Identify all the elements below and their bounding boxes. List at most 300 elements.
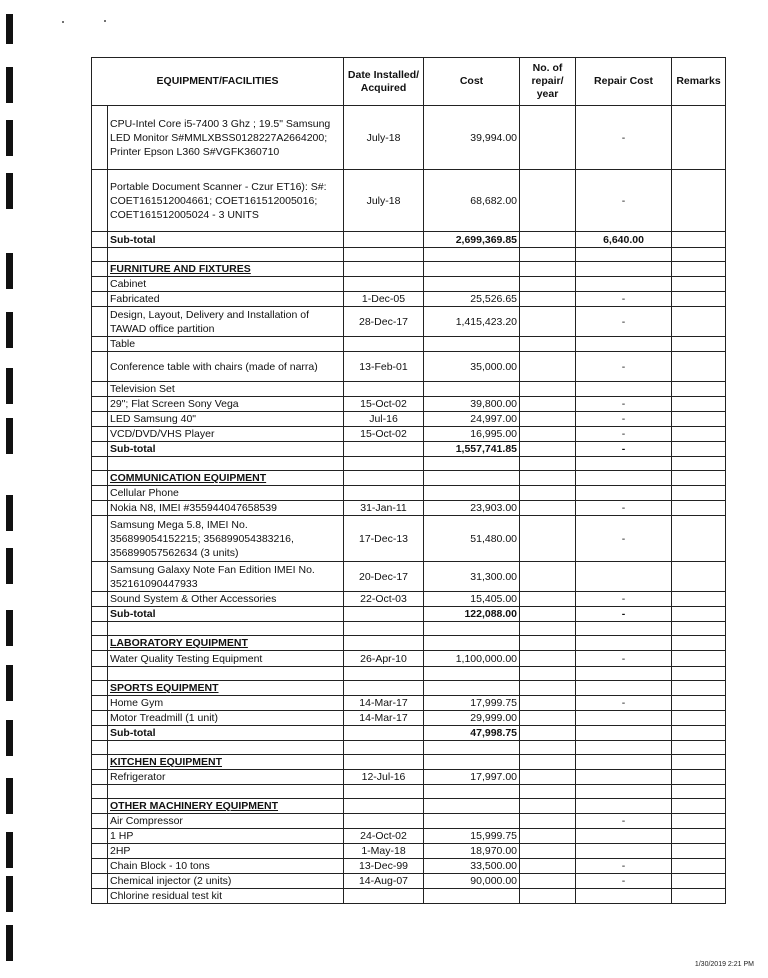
- lead-cell: [92, 307, 108, 337]
- remarks-cell: [672, 232, 726, 248]
- remarks-cell: [672, 874, 726, 889]
- cost-cell: [424, 799, 520, 814]
- item-description: Home Gym: [108, 696, 344, 711]
- lead-cell: [92, 799, 108, 814]
- table-row: [92, 427, 726, 442]
- item-description: CPU-Intel Core i5-7400 3 Ghz ; 19.5" Samsung LED Monitor S#MMLXBSS0128227A2664200; Printer Epson L360 S#VGFK360710: [108, 106, 344, 170]
- table-row: [92, 337, 726, 352]
- date-cell: 31-Jan-11: [344, 501, 424, 516]
- lead-cell: [92, 785, 108, 799]
- remarks-cell: [672, 592, 726, 607]
- lead-cell: [92, 382, 108, 397]
- repairs-cell: [520, 232, 576, 248]
- date-cell: [344, 741, 424, 755]
- binder-mark: [6, 876, 13, 912]
- lead-cell: [92, 711, 108, 726]
- table-row: [92, 814, 726, 829]
- repairs-cell: [520, 799, 576, 814]
- date-cell: [344, 667, 424, 681]
- repairs-cell: [520, 248, 576, 262]
- lead-cell: [92, 106, 108, 170]
- header-equipment: EQUIPMENT/FACILITIES: [92, 58, 344, 106]
- lead-cell: [92, 412, 108, 427]
- remarks-cell: [672, 770, 726, 785]
- remarks-cell: [672, 829, 726, 844]
- print-timestamp: 1/30/2019 2:21 PM: [694, 961, 754, 968]
- repair-cost-cell: -: [576, 696, 672, 711]
- date-cell: [344, 799, 424, 814]
- lead-cell: [92, 262, 108, 277]
- item-description: Chain Block - 10 tons: [108, 859, 344, 874]
- cost-cell: 51,480.00: [424, 516, 520, 562]
- spacer-row: [92, 667, 726, 681]
- repairs-cell: [520, 457, 576, 471]
- binder-mark: [6, 720, 13, 756]
- equipment-table: [91, 57, 726, 904]
- header-cost: Cost: [424, 58, 520, 106]
- lead-cell: [92, 248, 108, 262]
- lead-cell: [92, 859, 108, 874]
- table-row: [92, 844, 726, 859]
- remarks-cell: [672, 651, 726, 667]
- repair-cost-cell: -: [576, 442, 672, 457]
- repairs-cell: [520, 696, 576, 711]
- repair-cost-cell: -: [576, 651, 672, 667]
- remarks-cell: [672, 681, 726, 696]
- date-cell: [344, 337, 424, 352]
- table-row: [92, 307, 726, 337]
- remarks-cell: [672, 248, 726, 262]
- lead-cell: [92, 651, 108, 667]
- repair-cost-cell: [576, 636, 672, 651]
- remarks-cell: [672, 696, 726, 711]
- remarks-cell: [672, 277, 726, 292]
- lead-cell: [92, 397, 108, 412]
- spacer-row: [92, 741, 726, 755]
- section-row: [92, 471, 726, 486]
- repairs-cell: [520, 562, 576, 592]
- remarks-cell: [672, 844, 726, 859]
- table-row: [92, 277, 726, 292]
- date-cell: [344, 814, 424, 829]
- cost-cell: [424, 681, 520, 696]
- table-row: [92, 711, 726, 726]
- repairs-cell: [520, 814, 576, 829]
- cost-cell: [424, 622, 520, 636]
- cost-cell: 17,997.00: [424, 770, 520, 785]
- section-title: OTHER MACHINERY EQUIPMENT: [108, 799, 344, 814]
- repair-cost-cell: -: [576, 592, 672, 607]
- repairs-cell: [520, 592, 576, 607]
- table-row: [92, 292, 726, 307]
- repairs-cell: [520, 486, 576, 501]
- lead-cell: [92, 636, 108, 651]
- cost-cell: [424, 889, 520, 904]
- repairs-cell: [520, 726, 576, 741]
- header-repair-cost: Repair Cost: [576, 58, 672, 106]
- spacer-row: [92, 248, 726, 262]
- table-row: [92, 516, 726, 562]
- date-cell: [344, 442, 424, 457]
- remarks-cell: [672, 412, 726, 427]
- repair-cost-cell: [576, 844, 672, 859]
- date-cell: [344, 248, 424, 262]
- repair-cost-cell: [576, 457, 672, 471]
- repairs-cell: [520, 636, 576, 651]
- section-title: KITCHEN EQUIPMENT: [108, 755, 344, 770]
- repairs-cell: [520, 262, 576, 277]
- table-row: [92, 486, 726, 501]
- lead-cell: [92, 874, 108, 889]
- lead-cell: [92, 562, 108, 592]
- table-row: [92, 889, 726, 904]
- item-description: Portable Document Scanner - Czur ET16): S#: COET161512004661; COET161512005016; COET161512005024 - 3 UNITS: [108, 170, 344, 232]
- repair-cost-cell: -: [576, 501, 672, 516]
- subtotal-label: Sub-total: [108, 232, 344, 248]
- repair-cost-cell: [576, 711, 672, 726]
- repair-cost-cell: -: [576, 412, 672, 427]
- lead-cell: [92, 471, 108, 486]
- cost-cell: [424, 382, 520, 397]
- repair-cost-cell: [576, 248, 672, 262]
- lead-cell: [92, 516, 108, 562]
- repair-cost-cell: [576, 277, 672, 292]
- repairs-cell: [520, 859, 576, 874]
- table-row: [92, 382, 726, 397]
- repair-cost-cell: [576, 741, 672, 755]
- repair-cost-cell: [576, 262, 672, 277]
- repair-cost-cell: [576, 799, 672, 814]
- cost-cell: [424, 636, 520, 651]
- cost-cell: [424, 741, 520, 755]
- lead-cell: [92, 770, 108, 785]
- repair-cost-cell: [576, 785, 672, 799]
- table-row: [92, 412, 726, 427]
- header-repairs: No. of repair/ year: [520, 58, 576, 106]
- binder-mark: [6, 778, 13, 814]
- item-description: Motor Treadmill (1 unit): [108, 711, 344, 726]
- lead-cell: [92, 337, 108, 352]
- binder-mark: [6, 495, 13, 531]
- remarks-cell: [672, 889, 726, 904]
- table-row: [92, 829, 726, 844]
- repairs-cell: [520, 501, 576, 516]
- subtotal-label: Sub-total: [108, 607, 344, 622]
- binder-mark: [6, 925, 13, 961]
- binder-mark: [6, 253, 13, 289]
- remarks-cell: [672, 382, 726, 397]
- repair-cost-cell: [576, 562, 672, 592]
- repairs-cell: [520, 889, 576, 904]
- item-description: Refrigerator: [108, 770, 344, 785]
- repairs-cell: [520, 382, 576, 397]
- lead-cell: [92, 741, 108, 755]
- repair-cost-cell: -: [576, 874, 672, 889]
- repairs-cell: [520, 471, 576, 486]
- lead-cell: [92, 427, 108, 442]
- date-cell: 22-Oct-03: [344, 592, 424, 607]
- item-description: LED Samsung 40": [108, 412, 344, 427]
- table-row: [92, 501, 726, 516]
- date-cell: 14-Aug-07: [344, 874, 424, 889]
- scan-speck: [62, 21, 64, 23]
- date-cell: [344, 382, 424, 397]
- item-description: [108, 741, 344, 755]
- binder-mark: [6, 418, 13, 454]
- binder-mark: [6, 67, 13, 103]
- date-cell: [344, 636, 424, 651]
- date-cell: 14-Mar-17: [344, 711, 424, 726]
- subtotal-label: Sub-total: [108, 726, 344, 741]
- lead-cell: [92, 607, 108, 622]
- item-description: Sound System & Other Accessories: [108, 592, 344, 607]
- date-cell: [344, 457, 424, 471]
- cost-cell: 16,995.00: [424, 427, 520, 442]
- repairs-cell: [520, 829, 576, 844]
- repair-cost-cell: -: [576, 397, 672, 412]
- date-cell: [344, 681, 424, 696]
- remarks-cell: [672, 755, 726, 770]
- remarks-cell: [672, 292, 726, 307]
- repair-cost-cell: [576, 829, 672, 844]
- binder-mark: [6, 610, 13, 646]
- cost-cell: [424, 814, 520, 829]
- item-description: Samsung Galaxy Note Fan Edition IMEI No. 352161090447933: [108, 562, 344, 592]
- repair-cost-cell: -: [576, 106, 672, 170]
- lead-cell: [92, 696, 108, 711]
- item-description: Television Set: [108, 382, 344, 397]
- table-row: [92, 352, 726, 382]
- item-description: Nokia N8, IMEI #355944047658539: [108, 501, 344, 516]
- item-description: Chlorine residual test kit: [108, 889, 344, 904]
- repair-cost-cell: [576, 889, 672, 904]
- cost-cell: 35,000.00: [424, 352, 520, 382]
- date-cell: [344, 785, 424, 799]
- binder-mark: [6, 14, 13, 44]
- subtotal-row: [92, 232, 726, 248]
- cost-cell: 24,997.00: [424, 412, 520, 427]
- table-row: [92, 170, 726, 232]
- date-cell: 13-Dec-99: [344, 859, 424, 874]
- lead-cell: [92, 755, 108, 770]
- subtotal-row: [92, 607, 726, 622]
- spacer-row: [92, 622, 726, 636]
- repair-cost-cell: [576, 770, 672, 785]
- lead-cell: [92, 352, 108, 382]
- lead-cell: [92, 277, 108, 292]
- table-row: [92, 562, 726, 592]
- remarks-cell: [672, 106, 726, 170]
- remarks-cell: [672, 471, 726, 486]
- repairs-cell: [520, 741, 576, 755]
- remarks-cell: [672, 486, 726, 501]
- date-cell: 24-Oct-02: [344, 829, 424, 844]
- cost-cell: 1,415,423.20: [424, 307, 520, 337]
- date-cell: [344, 277, 424, 292]
- item-description: [108, 785, 344, 799]
- date-cell: 17-Dec-13: [344, 516, 424, 562]
- remarks-cell: [672, 799, 726, 814]
- remarks-cell: [672, 337, 726, 352]
- repair-cost-cell: -: [576, 307, 672, 337]
- remarks-cell: [672, 711, 726, 726]
- section-title: COMMUNICATION EQUIPMENT: [108, 471, 344, 486]
- cost-cell: [424, 457, 520, 471]
- remarks-cell: [672, 785, 726, 799]
- cost-cell: 15,405.00: [424, 592, 520, 607]
- date-cell: 26-Apr-10: [344, 651, 424, 667]
- item-description: [108, 457, 344, 471]
- repair-cost-cell: [576, 337, 672, 352]
- remarks-cell: [672, 859, 726, 874]
- remarks-cell: [672, 741, 726, 755]
- cost-cell: [424, 785, 520, 799]
- date-cell: 1-Dec-05: [344, 292, 424, 307]
- section-row: [92, 755, 726, 770]
- section-row: [92, 636, 726, 651]
- spacer-row: [92, 457, 726, 471]
- item-description: Design, Layout, Delivery and Installation of TAWAD office partition: [108, 307, 344, 337]
- remarks-cell: [672, 457, 726, 471]
- item-description: 2HP: [108, 844, 344, 859]
- item-description: 1 HP: [108, 829, 344, 844]
- cost-cell: [424, 486, 520, 501]
- repair-cost-cell: [576, 486, 672, 501]
- remarks-cell: [672, 397, 726, 412]
- header-date: Date Installed/ Acquired: [344, 58, 424, 106]
- table-row: [92, 592, 726, 607]
- date-cell: [344, 889, 424, 904]
- cost-cell: [424, 248, 520, 262]
- item-description: Samsung Mega 5.8, IMEI No. 356899054152215; 356899054383216, 356899057562634 (3 units): [108, 516, 344, 562]
- repair-cost-cell: [576, 622, 672, 636]
- repairs-cell: [520, 397, 576, 412]
- item-description: Cellular Phone: [108, 486, 344, 501]
- date-cell: [344, 622, 424, 636]
- repair-cost-cell: -: [576, 170, 672, 232]
- lead-cell: [92, 667, 108, 681]
- remarks-cell: [672, 516, 726, 562]
- subtotal-row: [92, 726, 726, 741]
- cost-cell: 31,300.00: [424, 562, 520, 592]
- date-cell: 1-May-18: [344, 844, 424, 859]
- remarks-cell: [672, 262, 726, 277]
- repair-cost-cell: -: [576, 427, 672, 442]
- repairs-cell: [520, 770, 576, 785]
- remarks-cell: [672, 814, 726, 829]
- lead-cell: [92, 457, 108, 471]
- cost-cell: 39,994.00: [424, 106, 520, 170]
- cost-cell: [424, 277, 520, 292]
- repair-cost-cell: 6,640.00: [576, 232, 672, 248]
- lead-cell: [92, 292, 108, 307]
- remarks-cell: [672, 636, 726, 651]
- item-description: Fabricated: [108, 292, 344, 307]
- repair-cost-cell: -: [576, 859, 672, 874]
- repair-cost-cell: [576, 382, 672, 397]
- subtotal-label: Sub-total: [108, 442, 344, 457]
- repairs-cell: [520, 106, 576, 170]
- repairs-cell: [520, 277, 576, 292]
- cost-cell: 18,970.00: [424, 844, 520, 859]
- repairs-cell: [520, 711, 576, 726]
- item-description: Air Compressor: [108, 814, 344, 829]
- repairs-cell: [520, 352, 576, 382]
- lead-cell: [92, 844, 108, 859]
- date-cell: Jul-16: [344, 412, 424, 427]
- item-description: Chemical injector (2 units): [108, 874, 344, 889]
- table-row: [92, 106, 726, 170]
- date-cell: 15-Oct-02: [344, 397, 424, 412]
- lead-cell: [92, 501, 108, 516]
- date-cell: [344, 726, 424, 741]
- repairs-cell: [520, 785, 576, 799]
- lead-cell: [92, 592, 108, 607]
- repairs-cell: [520, 292, 576, 307]
- repairs-cell: [520, 755, 576, 770]
- repairs-cell: [520, 844, 576, 859]
- cost-cell: 23,903.00: [424, 501, 520, 516]
- section-row: [92, 681, 726, 696]
- repair-cost-cell: -: [576, 516, 672, 562]
- repairs-cell: [520, 442, 576, 457]
- table-row: [92, 696, 726, 711]
- item-description: [108, 248, 344, 262]
- date-cell: [344, 232, 424, 248]
- repairs-cell: [520, 412, 576, 427]
- table-row: [92, 651, 726, 667]
- item-description: Conference table with chairs (made of narra): [108, 352, 344, 382]
- remarks-cell: [672, 307, 726, 337]
- repairs-cell: [520, 607, 576, 622]
- table-body: [92, 106, 726, 904]
- item-description: 29"; Flat Screen Sony Vega: [108, 397, 344, 412]
- cost-cell: [424, 262, 520, 277]
- table-row: [92, 770, 726, 785]
- repair-cost-cell: -: [576, 352, 672, 382]
- section-title: LABORATORY EQUIPMENT: [108, 636, 344, 651]
- table-row: [92, 397, 726, 412]
- repairs-cell: [520, 337, 576, 352]
- date-cell: 20-Dec-17: [344, 562, 424, 592]
- remarks-cell: [672, 442, 726, 457]
- item-description: VCD/DVD/VHS Player: [108, 427, 344, 442]
- repair-cost-cell: [576, 726, 672, 741]
- section-row: [92, 799, 726, 814]
- spacer-row: [92, 785, 726, 799]
- binder-mark: [6, 120, 13, 156]
- binder-mark: [6, 832, 13, 868]
- remarks-cell: [672, 352, 726, 382]
- date-cell: July-18: [344, 106, 424, 170]
- item-description: Cabinet: [108, 277, 344, 292]
- repairs-cell: [520, 681, 576, 696]
- cost-cell: [424, 471, 520, 486]
- cost-cell: 25,526.65: [424, 292, 520, 307]
- lead-cell: [92, 486, 108, 501]
- cost-cell: 122,088.00: [424, 607, 520, 622]
- cost-cell: 39,800.00: [424, 397, 520, 412]
- repairs-cell: [520, 874, 576, 889]
- lead-cell: [92, 622, 108, 636]
- date-cell: [344, 471, 424, 486]
- cost-cell: 68,682.00: [424, 170, 520, 232]
- lead-cell: [92, 726, 108, 741]
- binder-mark: [6, 312, 13, 348]
- remarks-cell: [672, 607, 726, 622]
- remarks-cell: [672, 501, 726, 516]
- cost-cell: 90,000.00: [424, 874, 520, 889]
